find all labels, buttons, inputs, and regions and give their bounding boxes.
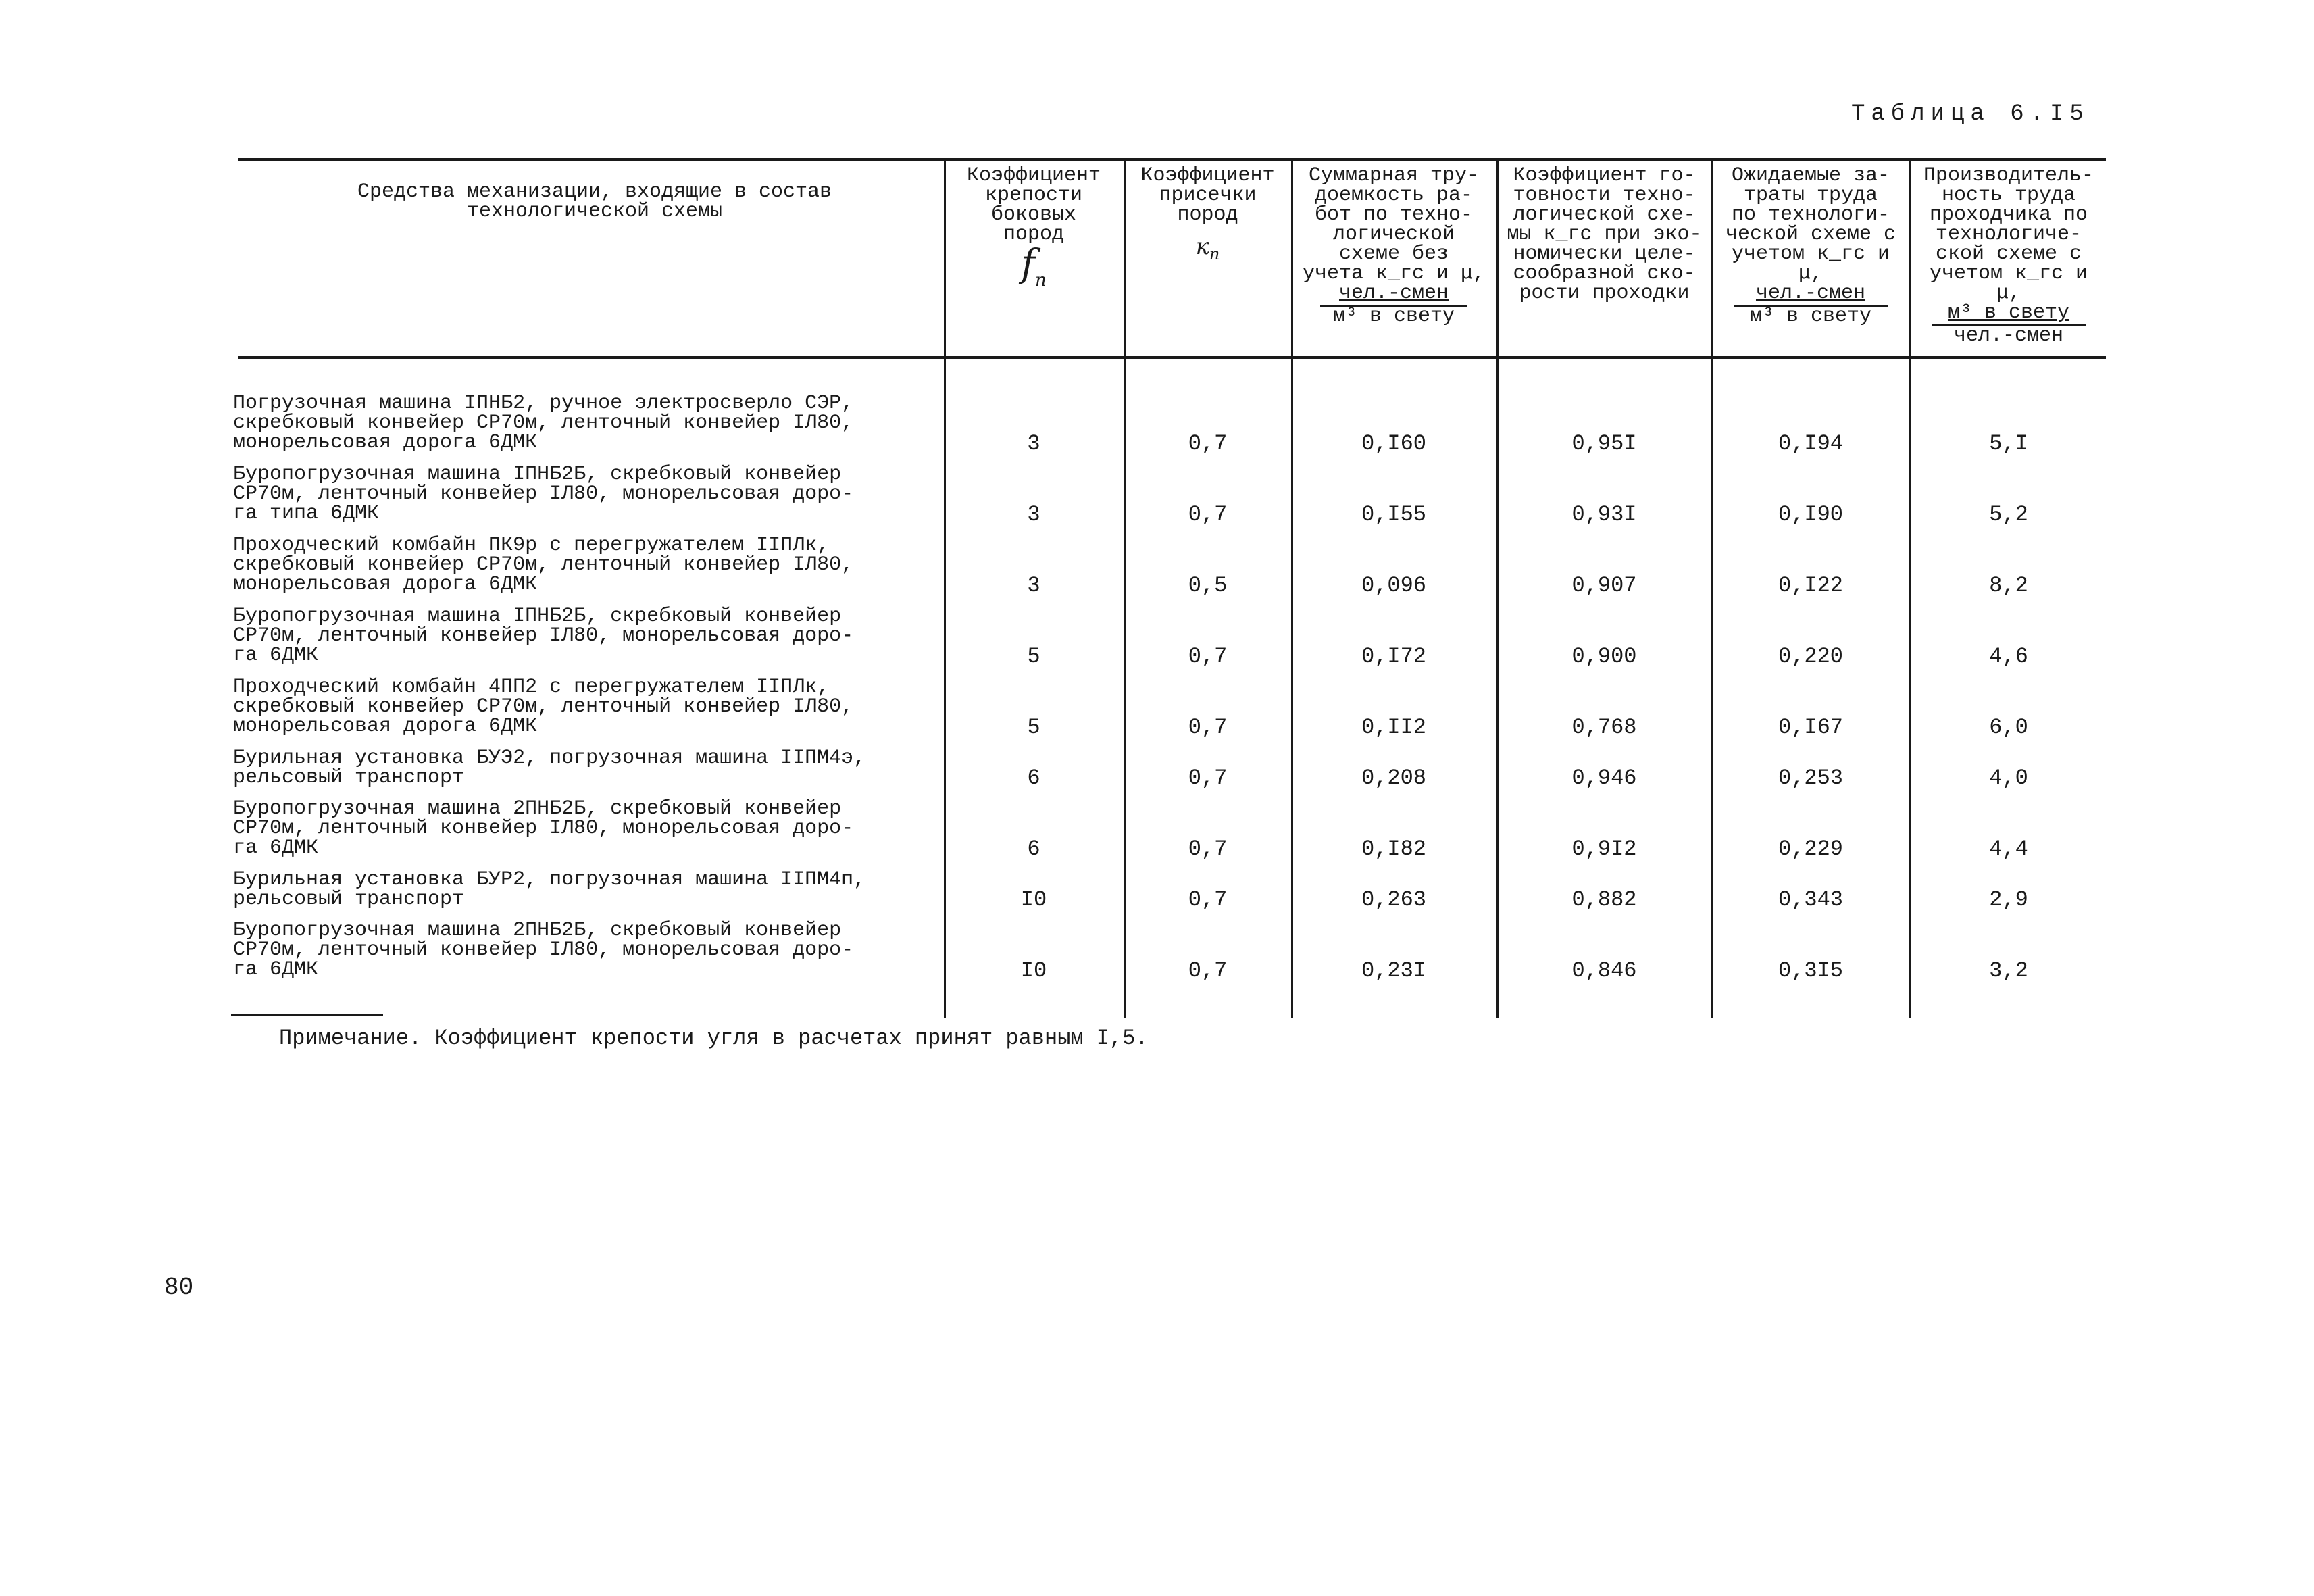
- row-4-description: Буропогрузочная машина IПНБ2Б, скребковый конвейер СР70м, ленточный конвейер IЛ80, монорельсовая доро- га 6ДМК: [233, 605, 854, 667]
- undercut-coefficient-cell: 0,7: [1188, 502, 1228, 527]
- undercut-coefficient-cell: 0,7: [1188, 715, 1228, 740]
- readiness-coefficient-cell: 0,768: [1571, 715, 1637, 740]
- total-labor-cell: 0,I55: [1361, 502, 1426, 527]
- strength-coefficient-cell: 3: [1027, 431, 1040, 456]
- table-top-rule: [238, 158, 2106, 161]
- header-readiness-coefficient: Коэффициент го- товности техно- логической схе- мы к_гс при эко- номически целе- сообразной ско- рости проходки: [1507, 164, 1702, 305]
- readiness-coefficient-cell: 0,882: [1571, 887, 1637, 912]
- strength-coefficient-cell: I0: [1020, 887, 1047, 912]
- row-7-description: Буропогрузочная машина 2ПНБ2Б, скребковый конвейер СР70м, ленточный конвейер IЛ80, монорельсовая доро- га 6ДМК: [233, 797, 854, 859]
- row-2-description: Буропогрузочная машина IПНБ2Б, скребковый конвейер СР70м, ленточный конвейер IЛ80, монорельсовая доро- га типа 6ДМК: [233, 463, 854, 525]
- row-1-description: Погрузочная машина IПНБ2, ручное электросверло СЭР, скребковый конвейер СР70м, ленточный конвейер IЛ80, монорельсовая дорога 6ДМК: [233, 392, 854, 454]
- labor-cost-cell: 0,343: [1778, 887, 1843, 912]
- productivity-cell: 8,2: [1989, 573, 2028, 598]
- total-labor-cell: 0,I82: [1361, 837, 1426, 862]
- row-9-description: Буропогрузочная машина 2ПНБ2Б, скребковый конвейер СР70м, ленточный конвейер IЛ80, монорельсовая доро- га 6ДМК: [233, 919, 854, 981]
- header-undercut-coefficient: Коэффициент присечки пород $к_п$: [1140, 164, 1275, 264]
- productivity-cell: 5,2: [1989, 502, 2028, 527]
- labor-cost-cell: 0,I22: [1778, 573, 1843, 598]
- undercut-coefficient-cell: 0,7: [1188, 887, 1228, 912]
- productivity-cell: 5,I: [1989, 431, 2028, 456]
- total-labor-cell: 0,096: [1361, 573, 1426, 598]
- productivity-cell: 4,4: [1989, 837, 2028, 862]
- header-expected-labor-cost: Ожидаемые за- траты труда по технологи- ческой схеме с учетом к_гс и μ, чел.-смен м³ в свету: [1725, 164, 1896, 328]
- total-labor-cell: 0,208: [1361, 766, 1426, 791]
- productivity-cell: 3,2: [1989, 958, 2028, 983]
- footnote: Примечание. Коэффициент крепости угля в расчетах принят равным I,5.: [279, 1026, 1149, 1051]
- labor-cost-cell: 0,3I5: [1778, 958, 1843, 983]
- row-6-description: Бурильная установка БУЭ2, погрузочная машина IIПМ4э, рельсовый транспорт: [233, 747, 866, 789]
- labor-cost-cell: 0,220: [1778, 644, 1843, 669]
- row-5-description: Проходческий комбайн 4ПП2 с перегружателем IIПЛк, скребковый конвейер СР70м, ленточный конвейер IЛ80, монорельсовая дорога 6ДМК: [233, 676, 854, 738]
- header-productivity: Производитель- ность труда проходчика по технологиче- ской схеме с учетом к_гс и μ, м³ в свету чел.-смен: [1923, 164, 2094, 347]
- header-mechanization: Средства механизации, входящие в состав технологической схемы: [357, 180, 832, 223]
- total-labor-cell: 0,I72: [1361, 644, 1426, 669]
- readiness-coefficient-cell: 0,946: [1571, 766, 1637, 791]
- row-8-description: Бурильная установка БУР2, погрузочная машина IIПМ4п, рельсовый транспорт: [233, 868, 866, 911]
- readiness-coefficient-cell: 0,907: [1571, 573, 1637, 598]
- header-strength-coefficient: Коэффициент крепости боковых пород fп: [966, 164, 1101, 291]
- page-number: 80: [164, 1274, 194, 1301]
- total-labor-cell: 0,II2: [1361, 715, 1426, 740]
- undercut-coefficient-cell: 0,7: [1188, 644, 1228, 669]
- table-title: Таблица 6.I5: [1851, 101, 2090, 127]
- undercut-coefficient-cell: 0,7: [1188, 431, 1228, 456]
- labor-cost-cell: 0,253: [1778, 766, 1843, 791]
- productivity-cell: 2,9: [1989, 887, 2028, 912]
- labor-cost-cell: 0,I90: [1778, 502, 1843, 527]
- productivity-cell: 6,0: [1989, 715, 2028, 740]
- readiness-coefficient-cell: 0,9I2: [1571, 837, 1637, 862]
- strength-coefficient-cell: I0: [1020, 958, 1047, 983]
- k-symbol: к: [1195, 233, 1209, 260]
- readiness-coefficient-cell: 0,95I: [1571, 431, 1637, 456]
- undercut-coefficient-cell: 0,7: [1188, 958, 1228, 983]
- strength-coefficient-cell: 6: [1027, 837, 1040, 862]
- strength-coefficient-cell: 3: [1027, 502, 1040, 527]
- productivity-cell: 4,0: [1989, 766, 2028, 791]
- strength-coefficient-cell: 3: [1027, 573, 1040, 598]
- labor-cost-cell: 0,229: [1778, 837, 1843, 862]
- strength-coefficient-cell: 5: [1027, 644, 1040, 669]
- undercut-coefficient-cell: 0,7: [1188, 766, 1228, 791]
- total-labor-cell: 0,I60: [1361, 431, 1426, 456]
- header-bottom-rule: [238, 356, 2106, 359]
- labor-cost-cell: 0,I94: [1778, 431, 1843, 456]
- total-labor-cell: 0,263: [1361, 887, 1426, 912]
- undercut-coefficient-cell: 0,7: [1188, 837, 1228, 862]
- undercut-coefficient-cell: 0,5: [1188, 573, 1228, 598]
- readiness-coefficient-cell: 0,93I: [1571, 502, 1637, 527]
- total-labor-cell: 0,23I: [1361, 958, 1426, 983]
- productivity-cell: 4,6: [1989, 644, 2028, 669]
- footnote-rule: [231, 1014, 383, 1016]
- readiness-coefficient-cell: 0,900: [1571, 644, 1637, 669]
- labor-cost-cell: 0,I67: [1778, 715, 1843, 740]
- row-3-description: Проходческий комбайн ПК9р с перегружателем IIПЛк, скребковый конвейер СР70м, ленточный конвейер IЛ80, монорельсовая дорога 6ДМК: [233, 534, 854, 596]
- strength-coefficient-cell: 5: [1027, 715, 1040, 740]
- readiness-coefficient-cell: 0,846: [1571, 958, 1637, 983]
- f-symbol: f: [1021, 242, 1035, 286]
- strength-coefficient-cell: 6: [1027, 766, 1040, 791]
- header-total-labor: Суммарная тру- доемкость ра- бот по техно- логической схеме без учета к_гс и μ, чел.-смен м³ в свету: [1302, 164, 1486, 328]
